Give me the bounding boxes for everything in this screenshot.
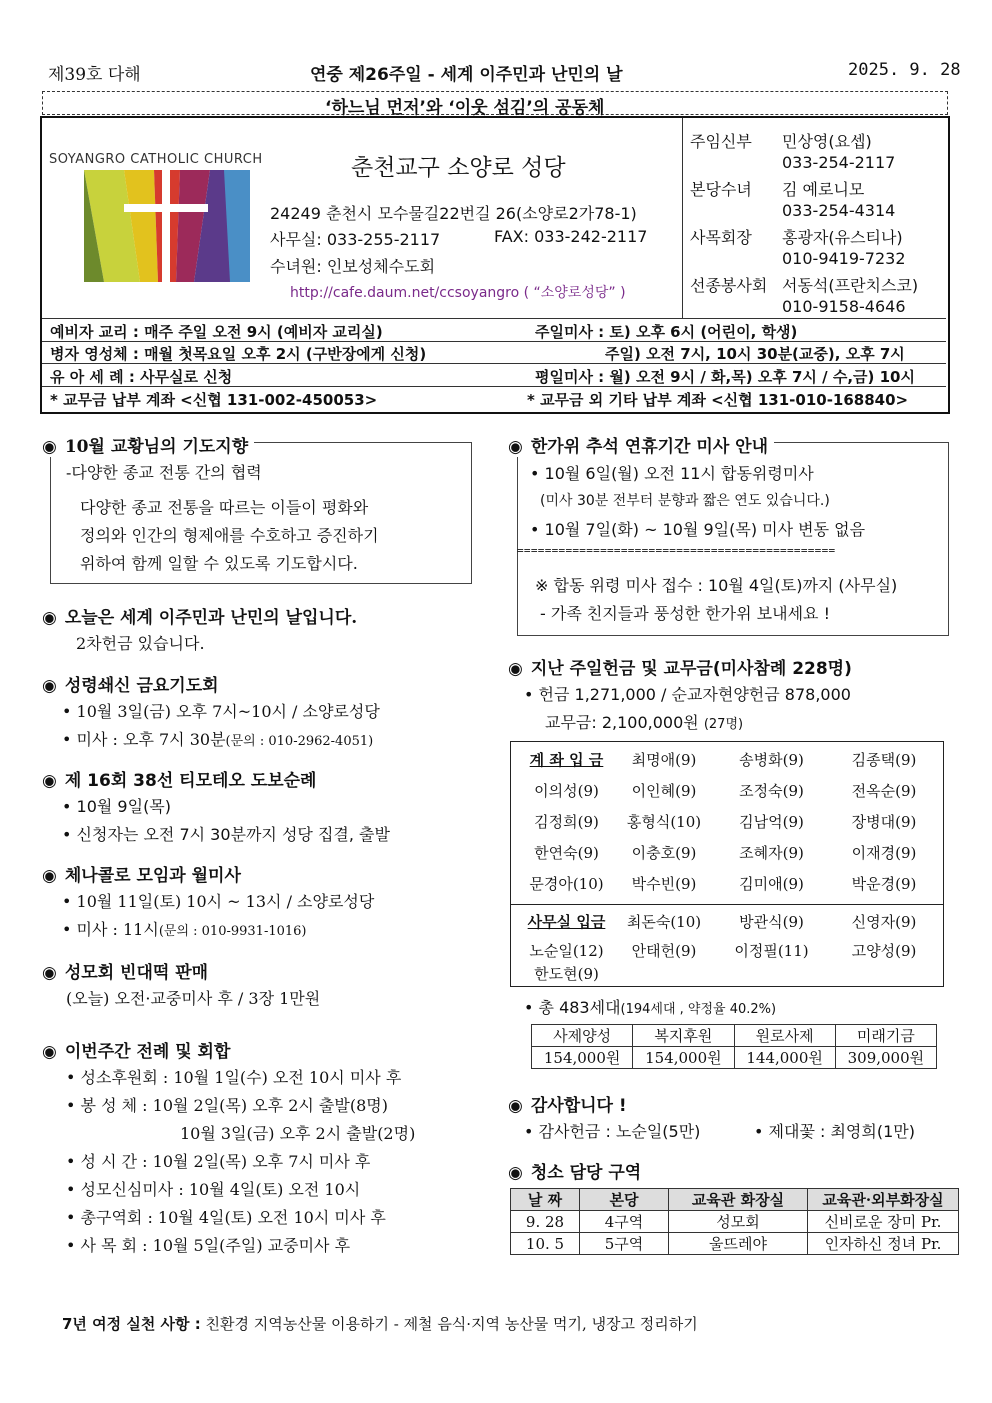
section-title-chuseok: ◉ 한가위 추석 연휴기간 미사 안내 bbox=[508, 432, 774, 457]
bullet-icon: • bbox=[62, 730, 72, 749]
cleaning-cell: 울뜨레야 bbox=[669, 1233, 808, 1255]
weekly-item: 총구역회 : 10월 4일(토) 오전 10시 미사 후 bbox=[80, 1208, 386, 1227]
schedule-left: 예비자 교리 : 매주 주일 오전 9시 (예비자 교리실) bbox=[50, 323, 383, 341]
chuseok-note: (미사 30분 전부터 분향과 짧은 연도 있습니다.) bbox=[540, 493, 830, 509]
section-mark-icon: ◉ bbox=[42, 771, 57, 791]
table-row bbox=[519, 963, 939, 984]
prayer-subtitle: -다양한 종교 전통 간의 협력 bbox=[66, 463, 262, 482]
section-title-holy-spirit: ◉ 성령쇄신 금요기도회 bbox=[42, 676, 219, 696]
parish-address: 24249 춘천시 모수물길22번길 26(소양로2가78-1) bbox=[270, 204, 637, 223]
staff-name: 홍광자(유스티나) bbox=[782, 228, 903, 247]
fund-header: 사제양성 bbox=[532, 1025, 633, 1047]
schedule-right: 평일미사 : 월) 오전 9시 / 화,목) 오후 7시 / 수,금) 10시 bbox=[535, 368, 915, 386]
donor-cell: 김남억(9) bbox=[739, 813, 804, 831]
staff-role: 선종봉사회 bbox=[690, 276, 768, 295]
office-deposits-table bbox=[519, 906, 939, 984]
table-row bbox=[511, 1211, 959, 1233]
bullet-icon: • bbox=[66, 1208, 76, 1227]
offering-dues: 교무금: 2,100,000원 bbox=[545, 713, 699, 732]
staff-phone: 033-254-4314 bbox=[782, 201, 896, 220]
weekly-item: 성모신심미사 : 10월 4일(토) 오전 10시 bbox=[80, 1180, 361, 1199]
staff-phone: 010-9419-7232 bbox=[782, 249, 906, 268]
prayer-line: 다양한 종교 전통을 따르는 이들이 평화와 bbox=[80, 498, 369, 517]
donor-cell: 노순일(12) bbox=[529, 941, 604, 960]
account-left: * 교무금 납부 계좌 <신협 131-002-450053> bbox=[50, 391, 378, 409]
deposits-divider bbox=[511, 904, 943, 905]
account-deposit-label: 계 좌 입 금 bbox=[529, 751, 604, 769]
donor-cell: 이재경(9) bbox=[851, 844, 917, 862]
cenacolo-line: 미사 : 11시 bbox=[76, 920, 159, 939]
staff-role: 사목회장 bbox=[690, 228, 752, 247]
cleaning-cell: 4구역 bbox=[580, 1211, 669, 1233]
table-row bbox=[519, 906, 939, 937]
weekly-item: 성 시 간 : 10월 2일(목) 오후 7시 미사 후 bbox=[80, 1152, 371, 1171]
cenacolo-contact: (문의 : 010-9931-1016) bbox=[158, 924, 307, 939]
section-title-prayer: ◉ 10월 교황님의 기도지향 bbox=[42, 432, 254, 457]
timothy-line: 10월 9일(목) bbox=[76, 797, 172, 816]
donor-cell: 김미애(9) bbox=[739, 875, 804, 893]
schedule-left: 병자 영성체 : 매월 첫목요일 오후 2시 (구반장에게 신청) bbox=[50, 345, 427, 363]
logo-text: SOYANGRO CATHOLIC CHURCH bbox=[49, 152, 263, 167]
table-row bbox=[532, 1025, 937, 1047]
section-mark-icon: ◉ bbox=[42, 437, 57, 457]
section-mark-icon: ◉ bbox=[508, 1163, 523, 1183]
schedule-right: 주일미사 : 토) 오후 6시 (어린이, 학생) bbox=[535, 323, 798, 341]
donor-cell: 박수빈(9) bbox=[631, 875, 697, 893]
section-mark-icon: ◉ bbox=[42, 608, 57, 628]
table-row bbox=[519, 806, 939, 837]
prayer-line: 위하여 함께 일할 수 있도록 기도합시다. bbox=[80, 554, 358, 573]
section-mark-icon: ◉ bbox=[42, 963, 57, 983]
chuseok-line: ※ 합동 위령 미사 접수 : 10월 4일(토)까지 (사무실) bbox=[535, 576, 898, 595]
donor-cell: 한도현(9) bbox=[534, 965, 599, 983]
cleaning-header: 날 짜 bbox=[511, 1189, 580, 1211]
fund-header: 복지후원 bbox=[633, 1025, 734, 1047]
bullet-icon: • bbox=[66, 1068, 76, 1087]
bullet-icon: • bbox=[62, 892, 72, 911]
staff-name: 서동석(프란치스코) bbox=[782, 276, 919, 295]
fund-header: 미래기금 bbox=[835, 1025, 936, 1047]
bullet-icon: • bbox=[62, 797, 72, 816]
table-row bbox=[532, 1047, 937, 1069]
table-row bbox=[511, 1189, 959, 1211]
fund-value: 144,000원 bbox=[734, 1047, 835, 1069]
convent-name: 수녀원: 인보성체수도회 bbox=[270, 257, 436, 276]
cafe-link[interactable]: http://cafe.daum.net/ccsoyangro ( “소양로성당” ) bbox=[290, 285, 626, 301]
staff-name: 민상영(요셉) bbox=[782, 132, 872, 151]
bullet-icon: • bbox=[66, 1236, 76, 1255]
section-title-weekly: ◉ 이번주간 전례 및 회합 bbox=[42, 1042, 231, 1062]
donor-cell: 고양성(9) bbox=[851, 941, 917, 960]
bullet-icon: • bbox=[66, 1152, 76, 1171]
weekly-item: 10월 3일(금) 오후 2시 출발(2명) bbox=[180, 1124, 416, 1143]
schedule-row bbox=[42, 341, 946, 364]
donor-cell: 문경아(10) bbox=[529, 875, 604, 893]
bindae-line: (오늘) 오전·교중미사 후 / 3장 1만원 bbox=[66, 989, 321, 1008]
schedule-right: 주일) 오전 7시, 10시 30분(교중), 오후 7시 bbox=[605, 345, 905, 363]
account-right: * 교무금 외 기타 납부 계좌 <신협 131-010-168840> bbox=[527, 391, 909, 409]
table-row bbox=[519, 744, 939, 775]
bullet-icon: • bbox=[524, 998, 534, 1017]
section-mark-icon: ◉ bbox=[508, 1096, 523, 1116]
cenacolo-line: 10월 11일(토) 10시 ~ 13시 / 소양로성당 bbox=[76, 892, 375, 911]
cleaning-cell: 신비로운 장미 Pr. bbox=[808, 1211, 959, 1233]
holy-spirit-line: 10월 3일(금) 오후 7시~10시 / 소양로성당 bbox=[76, 702, 380, 721]
motto: ‘하느님 먼저’와 ‘이웃 섬김’의 공동체 bbox=[325, 98, 605, 118]
staff-name: 김 예로니모 bbox=[782, 180, 865, 199]
donor-cell: 방관식(9) bbox=[739, 913, 804, 931]
donor-cell: 전옥순(9) bbox=[851, 782, 917, 800]
section-title-cenacolo: ◉ 체나콜로 모임과 월미사 bbox=[42, 866, 241, 886]
donor-cell: 안태헌(9) bbox=[631, 941, 697, 960]
cleaning-cell: 성모회 bbox=[669, 1211, 808, 1233]
households-detail: (194세대 , 약정율 40.2%) bbox=[620, 1002, 777, 1017]
donor-cell: 이정필(11) bbox=[734, 941, 809, 960]
bullet-icon: • bbox=[524, 685, 534, 704]
schedule-row bbox=[42, 387, 946, 409]
donor-cell: 조정숙(9) bbox=[739, 782, 804, 800]
deposits-box bbox=[510, 741, 944, 987]
bullet-icon: • bbox=[66, 1180, 76, 1199]
donor-cell: 김정희(9) bbox=[534, 813, 599, 831]
cleaning-cell: 5구역 bbox=[580, 1233, 669, 1255]
donor-cell: 최돈숙(10) bbox=[626, 913, 702, 931]
staff-role: 주임신부 bbox=[690, 132, 752, 151]
schedule-left: 유 아 세 례 : 사무실로 신청 bbox=[50, 368, 233, 386]
issue-number: 제39호 다해 bbox=[48, 65, 141, 85]
section-mark-icon: ◉ bbox=[508, 437, 523, 457]
cleaning-cell: 10. 5 bbox=[511, 1233, 580, 1255]
cleaning-header: 본당 bbox=[580, 1189, 669, 1211]
donor-cell: 조혜자(9) bbox=[739, 844, 804, 862]
bullet-icon: • bbox=[62, 702, 72, 721]
fund-value: 309,000원 bbox=[835, 1047, 936, 1069]
holy-spirit-contact: (문의 : 010-2962-4051) bbox=[225, 734, 374, 749]
bullet-icon: • bbox=[524, 1122, 534, 1141]
fund-table bbox=[531, 1024, 937, 1069]
bullet-icon: • bbox=[530, 520, 540, 539]
fund-header: 원로사제 bbox=[734, 1025, 835, 1047]
cleaning-table bbox=[510, 1188, 959, 1255]
cleaning-header: 교육관·외부화장실 bbox=[808, 1189, 959, 1211]
office-deposit-label: 사무실 입금 bbox=[527, 913, 606, 931]
chuseok-line: 10월 6일(월) 오전 11시 합동위령미사 bbox=[544, 464, 814, 483]
footer-text: 친환경 지역농산물 이용하기 - 제철 음식·지역 농산물 먹기, 냉장고 정리하기 bbox=[205, 1315, 698, 1333]
donor-cell: 송병화(9) bbox=[739, 751, 804, 769]
section-mark-icon: ◉ bbox=[42, 1042, 57, 1062]
households-total: 총 483세대 bbox=[538, 998, 621, 1017]
bullet-icon: • bbox=[66, 1096, 76, 1115]
migrant-line: 2차헌금 있습니다. bbox=[76, 634, 205, 653]
office-phone: 사무실: 033-255-2117 bbox=[270, 230, 441, 249]
cleaning-cell: 인자하신 정녀 Pr. bbox=[808, 1233, 959, 1255]
holy-spirit-line: 미사 : 오후 7시 30분 bbox=[76, 730, 226, 749]
donor-cell: 이의성(9) bbox=[534, 782, 599, 800]
cleaning-cell: 9. 28 bbox=[511, 1211, 580, 1233]
section-title-timothy: ◉ 제 16회 38선 티모테오 도보순례 bbox=[42, 771, 317, 791]
chuseok-divider: ============================================== bbox=[517, 544, 836, 557]
table-row bbox=[519, 837, 939, 868]
offering-line: 헌금 1,271,000 / 순교자현양헌금 878,000 bbox=[538, 685, 851, 704]
table-row bbox=[519, 775, 939, 806]
weekly-item: 사 목 회 : 10월 5일(주일) 교중미사 후 bbox=[80, 1236, 351, 1255]
donor-cell: 최명애(9) bbox=[631, 751, 697, 769]
footer-line bbox=[62, 1313, 698, 1334]
fund-value: 154,000원 bbox=[532, 1047, 633, 1069]
motto-bar bbox=[42, 91, 948, 118]
section-title-migrant: ◉ 오늘은 세계 이주민과 난민의 날입니다. bbox=[42, 608, 358, 628]
chuseok-line: 10월 7일(화) ~ 10월 9일(목) 미사 변동 없음 bbox=[544, 520, 866, 539]
account-deposits-table bbox=[519, 744, 939, 899]
parish-panel bbox=[42, 118, 683, 318]
page-title: 연중 제26주일 - 세계 이주민과 난민의 날 bbox=[310, 65, 623, 85]
section-mark-icon: ◉ bbox=[508, 659, 523, 679]
issue-date: 2025. 9. 28 bbox=[848, 60, 961, 80]
staff-role: 본당수녀 bbox=[690, 180, 752, 199]
bullet-icon: • bbox=[62, 920, 72, 939]
timothy-line: 신청자는 오전 7시 30분까지 성당 집결, 출발 bbox=[76, 825, 390, 844]
schedule-row bbox=[42, 364, 946, 387]
staff-phone: 010-9158-4646 bbox=[782, 297, 906, 316]
donor-cell: 박운경(9) bbox=[851, 875, 917, 893]
section-mark-icon: ◉ bbox=[42, 866, 57, 886]
donor-cell: 장병대(9) bbox=[851, 813, 917, 831]
weekly-item: 봉 성 체 : 10월 2일(목) 오후 2시 출발(8명) bbox=[80, 1096, 388, 1115]
donor-cell: 김종택(9) bbox=[851, 751, 917, 769]
table-row bbox=[511, 1233, 959, 1255]
fund-value: 154,000원 bbox=[633, 1047, 734, 1069]
section-title-bindae: ◉ 성모회 빈대떡 판매 bbox=[42, 963, 209, 983]
section-title-thanks: ◉ 감사합니다 ! bbox=[508, 1096, 627, 1116]
staff-phone: 033-254-2117 bbox=[782, 153, 896, 172]
footer-label: 7년 여정 실천 사항 : bbox=[62, 1315, 201, 1333]
table-row bbox=[519, 937, 939, 963]
thanks-line: 제대꽃 : 최영희(1만) bbox=[768, 1122, 915, 1141]
section-title-offering: ◉ 지난 주일헌금 및 교무금(미사참례 228명) bbox=[508, 659, 852, 679]
bullet-icon: • bbox=[62, 825, 72, 844]
donor-cell: 신영자(9) bbox=[851, 913, 917, 931]
fax-number: FAX: 033-242-2117 bbox=[494, 227, 648, 246]
donor-cell: 이충호(9) bbox=[631, 844, 697, 862]
section-mark-icon: ◉ bbox=[42, 676, 57, 696]
donor-cell: 이인혜(9) bbox=[631, 782, 697, 800]
schedule-row bbox=[42, 318, 946, 342]
offering-dues-count: (27명) bbox=[703, 717, 744, 732]
chuseok-line: - 가족 친지들과 풍성한 한가위 보내세요 ! bbox=[540, 604, 830, 623]
donor-cell: 홍형식(10) bbox=[626, 813, 702, 831]
bullet-icon: • bbox=[754, 1122, 764, 1141]
parish-name: 춘천교구 소양로 성당 bbox=[351, 155, 566, 181]
church-logo-icon bbox=[84, 170, 250, 282]
donor-cell: 한연숙(9) bbox=[534, 844, 599, 862]
prayer-line: 정의와 인간의 형제애를 수호하고 증진하기 bbox=[80, 526, 379, 545]
weekly-item: 성소후원회 : 10월 1일(수) 오전 10시 미사 후 bbox=[80, 1068, 402, 1087]
thanks-line: 감사헌금 : 노순일(5만) bbox=[538, 1122, 701, 1141]
bullet-icon: • bbox=[530, 464, 540, 483]
cleaning-header: 교육관 화장실 bbox=[669, 1189, 808, 1211]
section-title-cleaning: ◉ 청소 담당 구역 bbox=[508, 1163, 642, 1183]
table-row bbox=[519, 868, 939, 899]
